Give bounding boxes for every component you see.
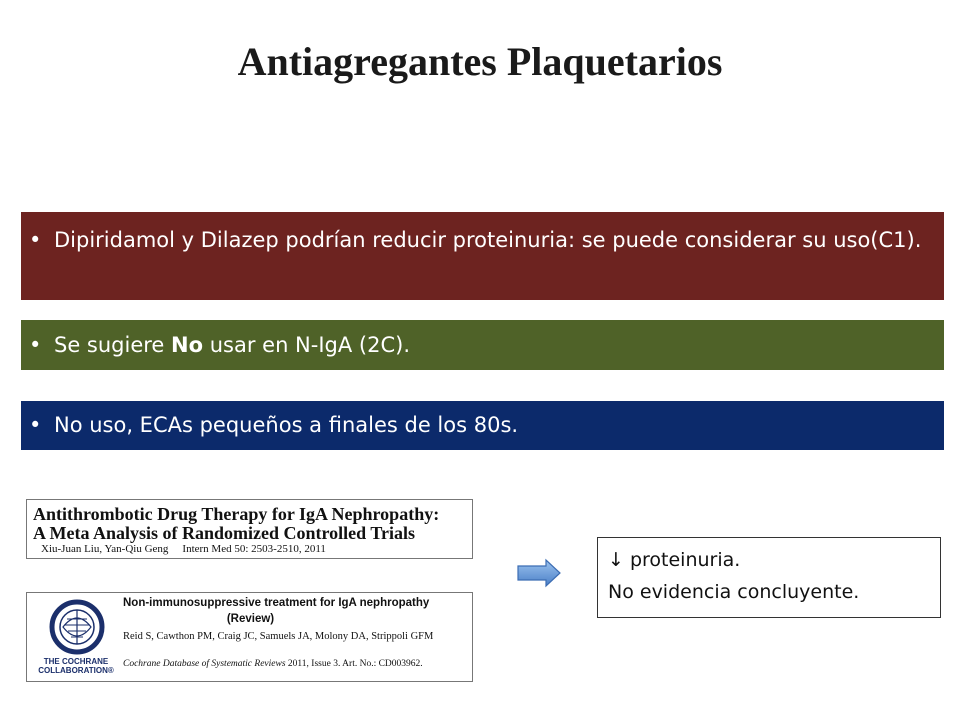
reference-title-line1: Antithrombotic Drug Therapy for IgA Nephropathy: xyxy=(33,504,440,524)
review-citation-journal: Cochrane Database of Systematic Reviews xyxy=(123,659,286,669)
bullet-box-no-uso xyxy=(21,401,944,450)
review-authors: Reid S, Cawthon PM, Craig JC, Samuels JA, Molony DA, Strippoli GFM xyxy=(123,631,434,642)
bullet-icon: • xyxy=(29,228,42,252)
result-line-proteinuria: ↓ proteinuria. xyxy=(608,549,741,571)
reference-title-line2: A Meta Analysis of Randomized Controlled Trials xyxy=(33,523,416,543)
right-arrow-icon xyxy=(516,558,562,588)
bullet-box-dipiridamol xyxy=(21,212,944,300)
reference-authors: Xiu-Juan Liu, Yan-Qiu Geng xyxy=(41,543,169,555)
bullet-box-no-usar xyxy=(21,320,944,370)
review-citation xyxy=(123,659,423,669)
reference-cochrane-review xyxy=(26,592,473,682)
review-citation-rest: 2011, Issue 3. Art. No.: CD003962. xyxy=(285,659,423,669)
bullet-text: Dipiridamol y Dilazep podrían reducir proteinuria: se puede considerar su uso(C1). xyxy=(54,228,922,252)
reference-meta-analysis xyxy=(26,499,473,559)
cochrane-logo-text: THE COCHRANE COLLABORATION® xyxy=(38,657,114,675)
bullet-text-after: usar en N-IgA (2C). xyxy=(203,333,410,357)
result-line-evidence: No evidencia concluyente. xyxy=(608,581,860,603)
slide-title: Antiagregantes Plaquetarios xyxy=(237,39,723,84)
bullet-text: No uso, ECAs pequeños a finales de los 80s. xyxy=(54,413,519,437)
bullet-icon: • xyxy=(29,413,42,437)
result-box xyxy=(597,537,941,618)
review-subtitle: (Review) xyxy=(226,613,275,625)
review-title: Non-immunosuppressive treatment for IgA nephropathy xyxy=(123,597,430,609)
bullet-text-before: Se sugiere xyxy=(54,333,172,357)
bullet-icon: • xyxy=(29,333,42,357)
bullet-text-bold: No xyxy=(171,333,204,357)
reference-citation xyxy=(41,543,326,555)
reference-journal: Intern Med 50: 2503-2510, 2011 xyxy=(182,543,326,555)
